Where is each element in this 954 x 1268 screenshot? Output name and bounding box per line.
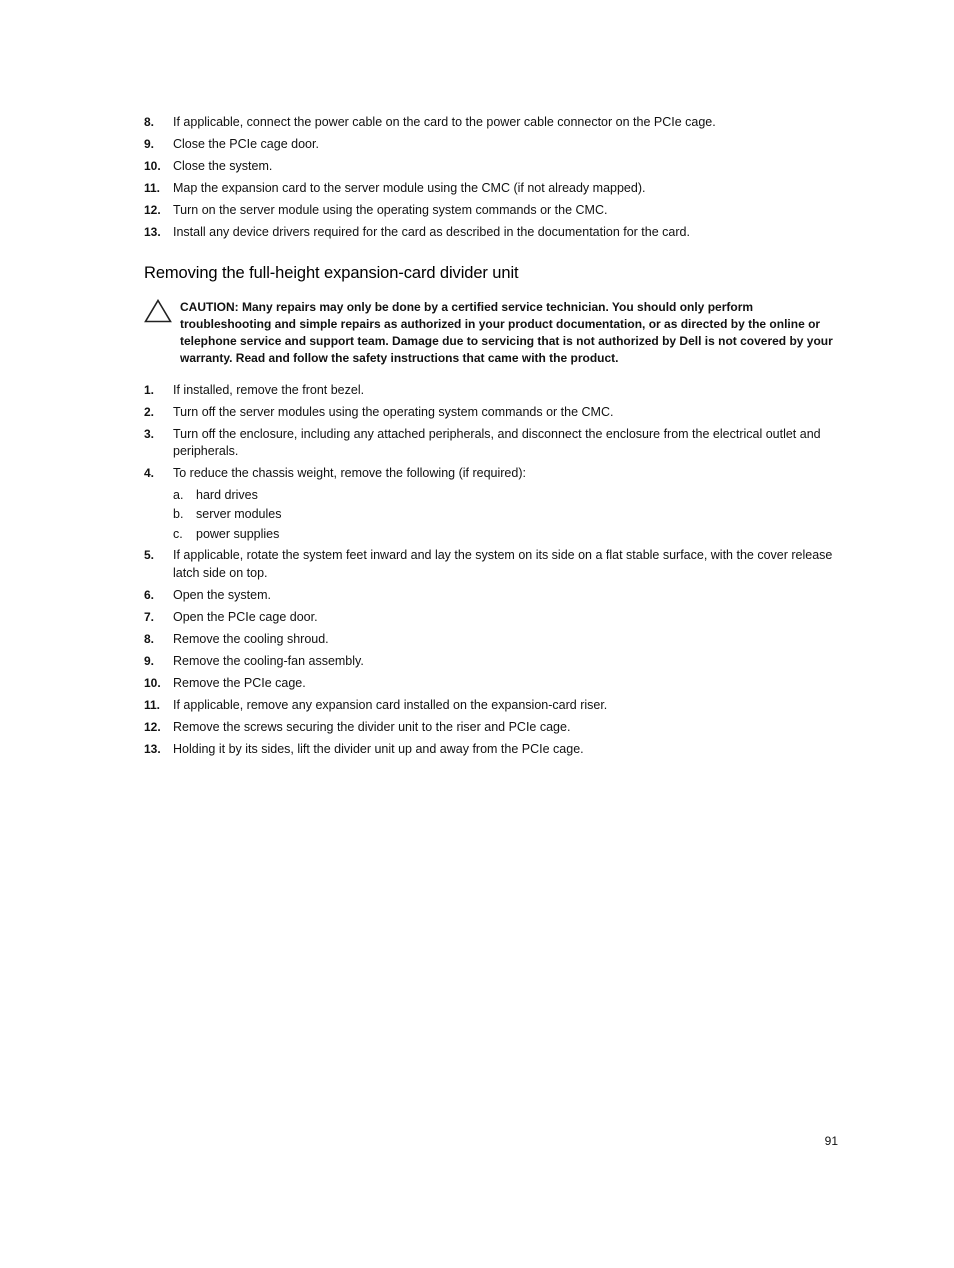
step-number: 12. <box>144 203 161 217</box>
step-number: 7. <box>144 609 155 624</box>
list-item <box>144 741 844 759</box>
step-number: 8. <box>144 631 155 646</box>
step-number: 9. <box>144 653 155 668</box>
list-item <box>144 158 844 176</box>
step-number: 10. <box>144 675 161 690</box>
step-text: Remove the PCIe cage. <box>173 675 306 690</box>
step-text: To reduce the chassis weight, remove the following (if required): <box>173 466 526 481</box>
step-text: If applicable, rotate the system feet inward and lay the system on its side on a flat stable surface, with the cover release latch side on top. <box>173 548 833 580</box>
sub-item-text: hard drives <box>196 487 258 502</box>
step-text: Close the system. <box>173 159 273 173</box>
list-item <box>144 202 844 220</box>
sub-item-label: c. <box>173 526 183 541</box>
step-text: Turn off the enclosure, including any attached peripherals, and disconnect the enclosure from the electrical outlet and peripherals. <box>173 426 821 459</box>
sub-list-item <box>173 526 844 543</box>
list-item <box>144 609 844 627</box>
list-item <box>144 114 844 132</box>
step-number: 8. <box>144 115 155 129</box>
step-text: Remove the cooling shroud. <box>173 631 329 646</box>
sub-list-item <box>173 506 844 523</box>
step-text: Open the PCIe cage door. <box>173 609 318 624</box>
list-item <box>144 587 844 605</box>
step-text: If installed, remove the front bezel. <box>173 382 365 397</box>
sub-list <box>173 487 844 543</box>
list-item <box>144 465 844 543</box>
step-text: Turn off the server modules using the operating system commands or the CMC. <box>173 404 614 419</box>
step-text: Remove the cooling-fan assembly. <box>173 653 364 668</box>
section-heading: Removing the full-height expansion-card divider unit <box>144 263 519 282</box>
removal-step-list <box>144 382 844 759</box>
sub-item-text: power supplies <box>196 526 280 541</box>
page-number: 91 <box>824 1134 838 1148</box>
step-text: Close the PCIe cage door. <box>173 137 319 151</box>
step-number: 6. <box>144 587 155 602</box>
list-item <box>144 224 844 242</box>
step-number: 1. <box>144 382 155 397</box>
step-number: 2. <box>144 404 155 419</box>
list-item <box>144 136 844 154</box>
sub-item-label: b. <box>173 507 184 522</box>
caution-notice <box>144 299 844 368</box>
list-item <box>144 653 844 671</box>
step-text: Holding it by its sides, lift the divider unit up and away from the PCIe cage. <box>173 741 584 756</box>
caution-triangle-icon <box>144 299 172 323</box>
step-text: If applicable, remove any expansion card installed on the expansion-card riser. <box>173 697 608 712</box>
step-text: Turn on the server module using the operating system commands or the CMC. <box>173 203 608 217</box>
step-number: 13. <box>144 741 161 756</box>
list-item <box>144 404 844 422</box>
step-text: Remove the screws securing the divider unit to the riser and PCIe cage. <box>173 719 571 734</box>
list-item <box>144 180 844 198</box>
step-number: 11. <box>144 181 161 195</box>
sub-list-item <box>173 487 844 504</box>
list-item <box>144 675 844 693</box>
step-number: 3. <box>144 426 155 441</box>
continued-step-list <box>144 114 844 242</box>
step-number: 12. <box>144 719 161 734</box>
step-text: If applicable, connect the power cable on the card to the power cable connector on the PCIe cage. <box>173 115 716 129</box>
step-number: 13. <box>144 225 161 239</box>
caution-text: CAUTION: Many repairs may only be done by a certified service technician. You should only perform troubleshooting and simple repairs as authorized in your product documentation, or as directed by the online or telephone service and support team. Damage due to servicing that is not authorized by Dell is not covered by your warranty. Read and follow the safety instructions that came with the product. <box>180 299 833 366</box>
step-text: Open the system. <box>173 587 271 602</box>
step-number: 9. <box>144 137 155 151</box>
list-item <box>144 547 844 582</box>
step-number: 10. <box>144 159 161 173</box>
list-item <box>144 382 844 400</box>
step-number: 5. <box>144 548 155 563</box>
step-text: Install any device drivers required for the card as described in the documentation for the card. <box>173 225 690 239</box>
sub-item-text: server modules <box>196 507 282 522</box>
list-item <box>144 426 844 461</box>
list-item <box>144 631 844 649</box>
sub-item-label: a. <box>173 487 184 502</box>
step-text: Map the expansion card to the server module using the CMC (if not already mapped). <box>173 181 646 195</box>
step-number: 4. <box>144 466 155 481</box>
step-number: 11. <box>144 697 161 712</box>
page-content <box>144 114 844 763</box>
list-item <box>144 697 844 715</box>
list-item <box>144 719 844 737</box>
